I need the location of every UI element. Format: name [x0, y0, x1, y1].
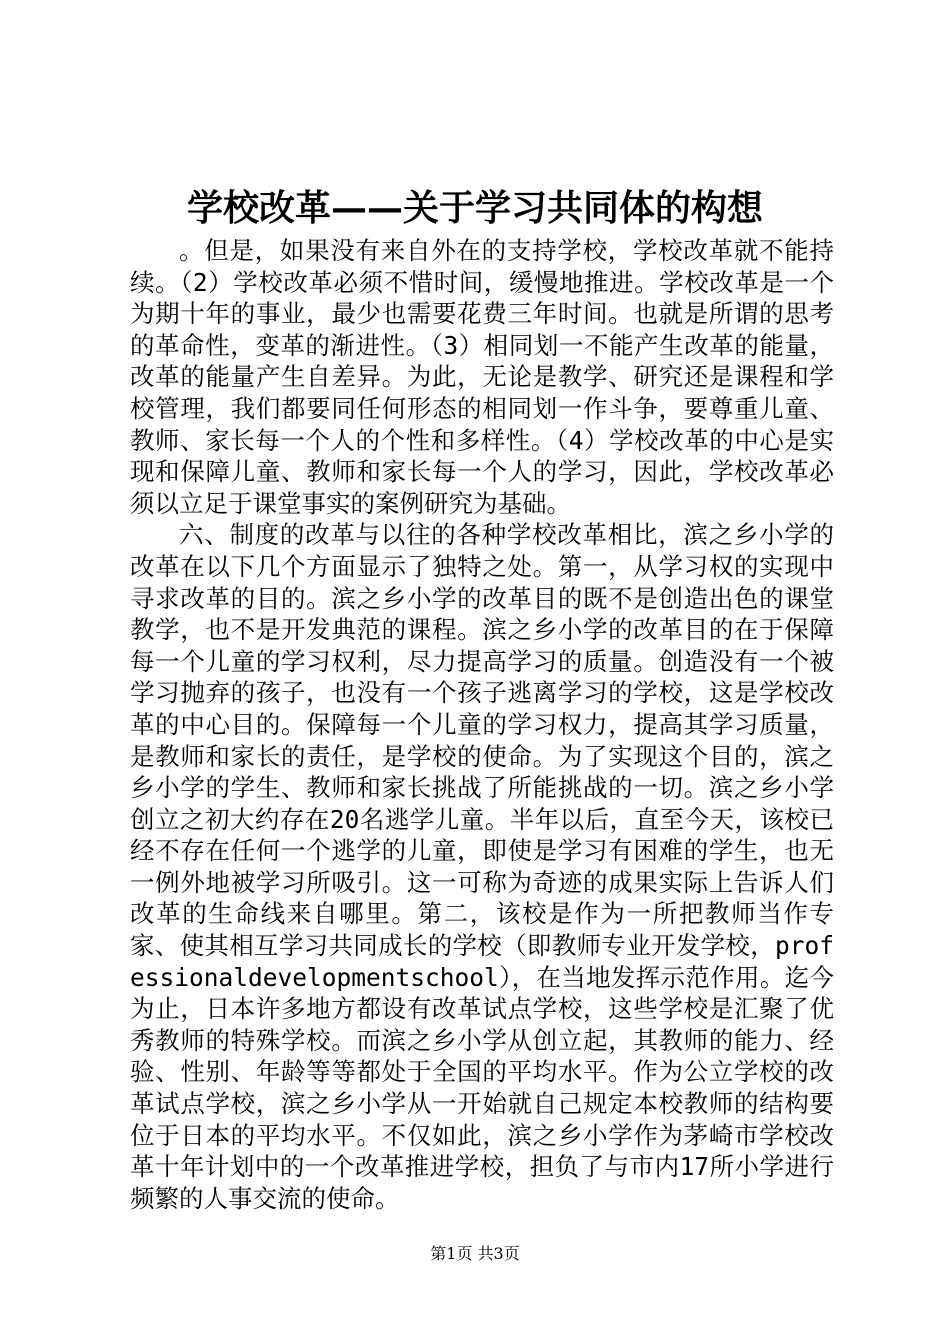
page-footer: 第1页 共3页 — [430, 1244, 520, 1263]
document-title: 学校改革——关于学习共同体的构想 — [186, 187, 763, 229]
document-body — [130, 235, 834, 1214]
paragraph-2: 六、制度的改革与以往的各种学校改革相比，滨之乡小学的改革在以下几个方面显示了独特之处。第一，从学习权的实现中寻求改革的目的。滨之乡小学的改革目的既不是创造出色的课堂教学，也不是开发典范的课程。滨之乡小学的改革目的在于保障每一个儿童的学习权利，尽力提高学习的质量。创造没有一个被学习抛弃的孩子，也没有一个孩子逃离学习的学校，这是学校改革的中心目的。保障每一个儿童的学习权力，提高其学习质量，是教师和家长的责任，是学校的使命。为了实现这个目的，滨之乡小学的学生、教师和家长挑战了所能挑战的一切。滨之乡小学创立之初大约存在20名逃学儿童。半年以后，直至今天，该校已经不存在任何一个逃学的儿童，即使是学习有困难的学生，也无一例外地被学习所吸引。这一可称为奇迹的成果实际上告诉人们改革的生命线来自哪里。第二，该校是作为一所把教师当作专家、使其相互学习共同成长的学校（即教师专业开发学校，professionaldevelopmentschool），在当地发挥示范作用。迄今为止，日本许多地方都设有改革试点学校，这些学校是汇聚了优秀教师的特殊学校。而滨之乡小学从创立起，其教师的能力、经验、性别、年龄等等都处于全国的平均水平。作为公立学校的改革试点学校，滨之乡小学从一开始就自己规定本校教师的结构要位于日本的平均水平。不仅如此，滨之乡小学作为茅崎市学校改革十年计划中的一个改革推进学校，担负了与市内17所小学进行频繁的人事交流的使命。 — [130, 520, 834, 1213]
paragraph-1: 。但是，如果没有来自外在的支持学校，学校改革就不能持续。（2）学校改革必须不惜时间，缓慢地推进。学校改革是一个为期十年的事业，最少也需要花费三年时间。也就是所谓的思考的革命性，变革的渐进性。（3）相同划一不能产生改革的能量，改革的能量产生自差异。为此，无论是教学、研究还是课程和学校管理，我们都要同任何形态的相同划一作斗争，要尊重儿童、教师、家长每一个人的个性和多样性。（4）学校改革的中心是实现和保障儿童、教师和家长每一个人的学习，因此，学校改革必须以立足于课堂事实的案例研究为基础。 — [130, 236, 834, 518]
